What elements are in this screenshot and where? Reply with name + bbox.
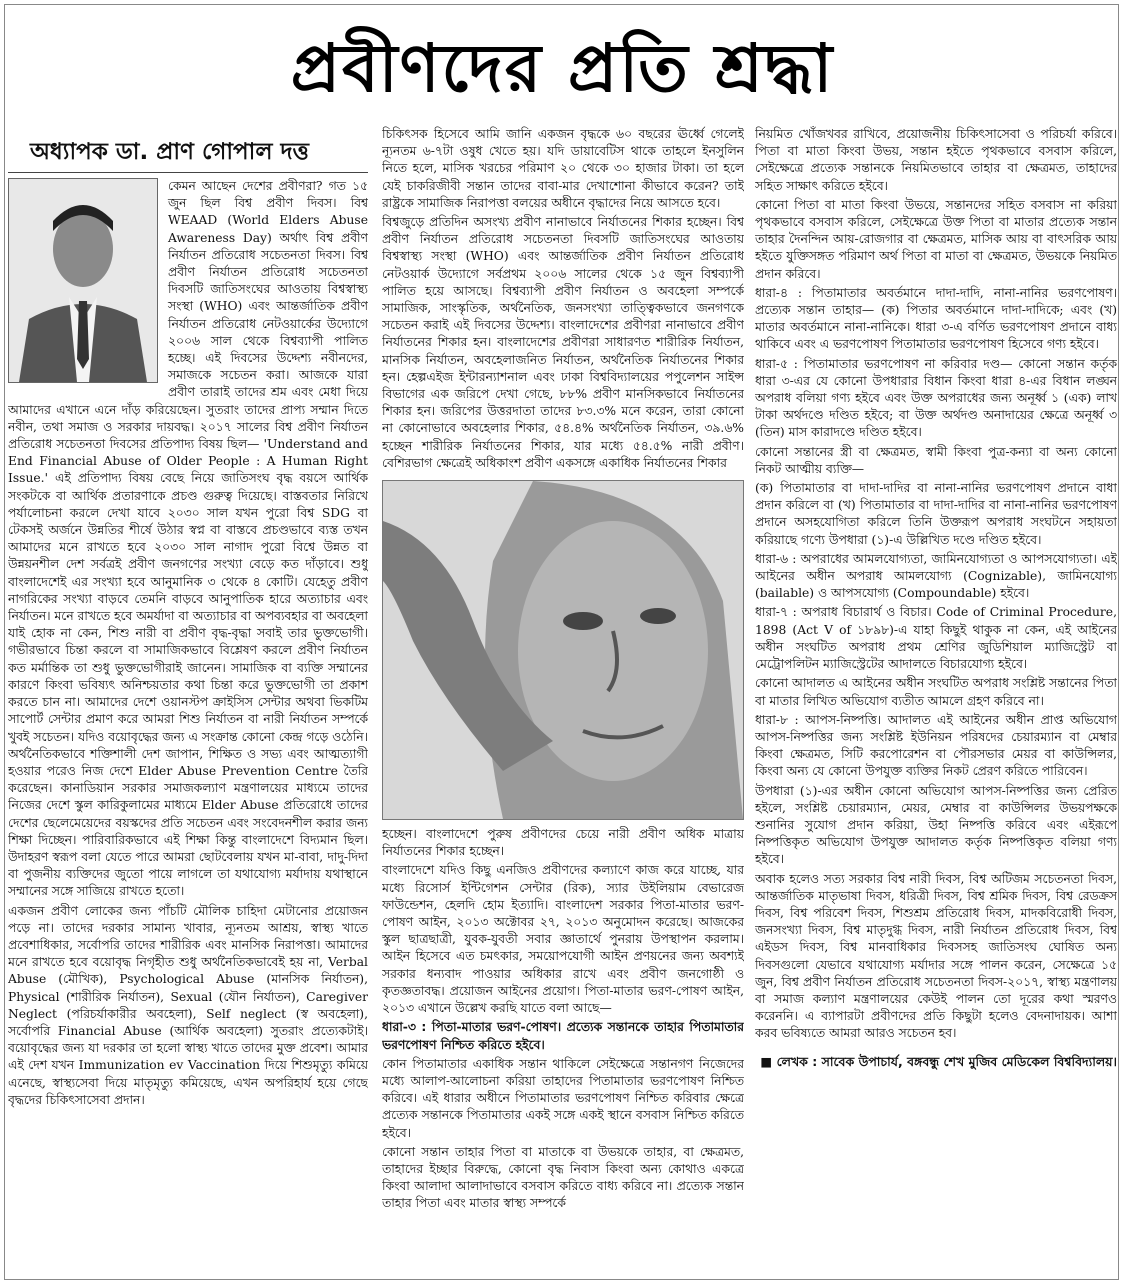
col3-paragraph: কোনো পিতা বা মাতা কিংবা উভয়ে, সন্তানদের সহিত বসবাস না করিয়া পৃথকভাবে বসবাস করিলে, সেইক্ষেত্রে উক্ত পিতা বা মাতার প্রত্যেক সন্তান তাহার দৈনন্দিন আয়-রোজগার বা ক্ষেত্রমত, মাসিক আয় বা বাৎসরিক আয় হইতে যুক্তিসঙ্গত পরিমাণ অর্থ পিতা বা মাতা বা ক্ষেত্রমত, উভয়কে নিয়মিত প্রদান করিবে। xyxy=(755,197,1117,281)
col2-paragraph: বিশ্বজুড়ে প্রতিদিন অসংখ্য প্রবীণ নানাভাবে নির্যাতনের শিকার হচ্ছেন। বিশ্ব প্রবীণ নির্যাতন প্রতিরোধ সচেতনতা দিবসটি জাতিসংঘের আওতায় বিশ্বস্বাস্থ্য সংস্থা (WHO) এবং আন্তর্জাতিক প্রবীণ নির্যাতন প্রতিরোধ নেটওয়ার্ক উদ্যোগে সর্বপ্রথম ২০০৬ সালের থেকে ১৫ জুন বিশ্বব্যাপী পালিত হয়ে আসছে। বিশ্বব্যাপী প্রবীণ নির্যাতন ও অবহেলা সম্পর্কে সামাজিক, সাংস্কৃতিক, অর্থনৈতিক, জনসংখ্যা তাত্ত্বিকভাবে জনগণকে সচেতন করাই এই দিবসের উদ্দেশ্য। বাংলাদেশের প্রবীণরা নানাভাবে প্রবীণ নির্যাতনের শিকার হন। বাংলাদেশের প্রবীণরা সাধারণত শারীরিক নির্যাতন, মানসিক নির্যাতন, অবহেলাজনিত নির্যাতন, অর্থনৈতিক নির্যাতনের শিকার হন। হেল্পএইজ ইন্টারন্যাশনাল এবং ঢাকা বিশ্ববিদ্যালয়ের পপুলেশন সাইন্স বিভাগের এক জরিপে দেখা গেছে, ৮৮% প্রবীণ মানসিকভাবে নির্যাতনের শিকার হন। জরিপের উত্তরদাতা তাদের ৮৩.৩% মনে করেন, তারা কোনো না কোনোভাবে অবহেলার শিকার, ৫৪.৪% অর্থনৈতিক নির্যাতন, ৩৯.৬% হচ্ছেন শারীরিক নির্যাতনের শিকার, যার মধ্যে ৫৪.৫% নারী প্রবীণ। বেশিরভাগ ক্ষেত্রেই অধিকাংশ প্রবীণ একসঙ্গে একাধিক নির্যাতনের শিকার xyxy=(382,215,744,470)
elderly-woman-photo xyxy=(382,480,744,820)
column-1 xyxy=(8,178,368,1278)
col2-paragraph: হচ্ছেন। বাংলাদেশে পুরুষ প্রবীণদের চেয়ে নারী প্রবীণ অধিক মাত্রায় নির্যাতনের শিকার হচ্ছেন। xyxy=(382,827,744,859)
col3-paragraph: (ক) পিতামাতার বা দাদা-দাদির বা নানা-নানির ভরণপোষণ প্রদানে বাধা প্রদান করিলে বা (খ) পিতামাতার বা দাদা-দাদির বা নানা-নানির ভরণপোষণ প্রদানে অসহযোগিতা করিলে তিনি উক্তরূপ অপরাধ সংঘটনে সহায়তা করিয়াছে গণ্যে উপধারা (১)-এ উল্লিখিত দণ্ডে দণ্ডিত হইবে। xyxy=(755,481,1117,547)
section-heading: ধারা-৩ : পিতা-মাতার ভরণ-পোষণ। প্রত্যেক সন্তানকে তাহার পিতামাতার ভরণপোষণ নিশ্চিত করিতে হইবে। xyxy=(382,1020,744,1052)
section-heading: ধারা-৮ : আপস-নিষ্পত্তি। আদালত এই আইনের অধীন প্রাপ্ত অভিযোগ আপস-নিষ্পত্তির জন্য সংশ্লিষ্ট ইউনিয়ন পরিষদের চেয়ারম্যান বা মেম্বার কিংবা ক্ষেত্রমত, সিটি করপোরেশন বা পৌরসভার মেয়র বা কাউন্সিলর, কিংবা অন্য যে কোনো উপযুক্ত ব্যক্তির নিকট প্রেরণ করিতে পারিবেন। xyxy=(755,712,1117,779)
section-heading: ধারা-৪ : পিতামাতার অবর্তমানে দাদা-দাদি, নানা-নানির ভরণপোষণ। প্রত্যেক সন্তান তাহার— (ক) পিতার অবর্তমানে দাদা-দাদিকে; এবং (খ) মাতার অবর্তমানে নানা-নানিকে। ধারা ৩-এ বর্ণিত ভরণপোষণ প্রদানে বাধ্য থাকিবে এবং এ ভরণপোষণ পিতামাতার ভরণপোষণ হিসেবে গণ্য হইবে। xyxy=(755,285,1117,352)
section-heading: ধারা-৭ : অপরাধ বিচারার্থ ও বিচার। Code of Criminal Procedure, 1898 (Act V of ১৮৯৮)-এ যাহা কিছুই থাকুক না কেন, এই আইনের অধীন সংঘটিত অপরাধ প্রথম শ্রেণির জুডিশিয়াল ম্যাজিস্ট্রেট বা মেট্রোপলিটন ম্যাজিস্ট্রেটের আদালতে বিচারযোগ্য হইবে। xyxy=(755,605,1117,672)
headline: প্রবীণদের প্রতি শ্রদ্ধা xyxy=(290,30,835,107)
author-photo xyxy=(8,178,158,383)
col2-paragraph: বাংলাদেশে যদিও কিছু এনজিও প্রবীণদের কল্যাণে কাজ করে যাচ্ছে, যার মধ্যে রিসোর্স ইন্টিগেশন সেন্টার (রিক), স্যার উইলিয়াম বেভারেজ ফাউন্ডেশন, হেলদি হোম ইত্যাদি। বাংলাদেশ সরকার পিতা-মাতার ভরণ-পোষণ আইন, ২০১৩ অক্টোবর ২৭, ২০১৩ অনুমোদন করেছে। আজকের স্কুল ছাত্রছাত্রী, যুবক-যুবতী সবার জ্ঞাতার্থে পুনরায় উপস্থাপন করলাম। আইন হিসেবে এত চমৎকার, সময়োপযোগী আইন প্রণয়নের জন্য অবশ্যই সরকার ধন্যবাদ পাওয়ার অধিকার রাখে এবং প্রবীণ জনগোষ্ঠী ও কৃতজ্ঞতাবদ্ধ। প্রয়োজন আইনের প্রয়োগ। পিতা-মাতার ভরণ-পোষণ আইন, ২০১৩ এখানে উল্লেখ করছি যাতে বলা আছে— xyxy=(382,863,744,1016)
col1-paragraph: একজন প্রবীণ লোকের জন্য পাঁচটি মৌলিক চাহিদা মেটানোর প্রয়োজন পড়ে না। তাদের দরকার সামান্য খাবার, ন্যূনতম আশ্রয়, স্বাস্থ্য খাতে প্রবেশাধিকার, সর্বোপরি তাদের শারীরিক এবং মানসিক নিরাপত্তা। আমাদের মনে রাখতে হবে বয়োবৃদ্ধ নিগৃহীত শুধু অর্থনৈতিকভাবেই হয় না, Verbal Abuse (মৌখিক), Psychological Abuse (মানসিক নির্যাতন), Physical (শারীরিক নির্যাতন), Sexual (যৌন নির্যাতন), Caregiver Neglect (পরিচর্যাকারীর অবহেলা), Self neglect (স্ব অবহেলা), সর্বোপরি Financial Abuse (আর্থিক অবহেলা) সুতরাং প্রত্যেকটাই। বয়োবৃদ্ধের জন্য যা দরকার তা হলো স্বাস্থ্য খাতে তাদের মুক্ত প্রবেশ। আমার এই দেশ যখন Immunization ev Vaccination দিয়ে শিশুমৃত্যু কমিয়ে এনেছে, স্বাস্থ্যসেবা দিয়ে মাতৃমৃত্যু কমিয়েছে, এখন অপরিহার্য হয়ে গেছে বৃদ্ধদের চিকিৎসাসেবা প্রদান। xyxy=(8,903,368,1107)
col2-paragraph: কোন পিতামাতার একাধিক সন্তান থাকিলে সেইক্ষেত্রে সন্তানগণ নিজেদের মধ্যে আলাপ-আলোচনা করিয়া তাহাদের পিতামাতার ভরণপোষণ নিশ্চিত করিবে। এই ধারার অধীনে পিতামাতার ভরণপোষণ নিশ্চিত করিবার ক্ষেত্রে প্রত্যেক সন্তানকে পিতামাতার একই সঙ্গে একই স্থানে বসবাস নিশ্চিত করিতে হইবে। xyxy=(382,1056,744,1140)
column-2 xyxy=(382,126,744,1276)
col1-paragraph: কেমন আছেন দেশের প্রবীণরা? গত ১৫ জুন ছিল বিশ্ব প্রবীণ দিবস। বিশ্ব WEAAD (World Elders Abuse Awareness Day) অর্থাৎ বিশ্ব প্রবীণ নির্যাতন প্রতিরোধ সচেতনতা দিবস। বিশ্ব প্রবীণ নির্যাতন প্রতিরোধ সচেতনতা দিবসটি জাতিসংঘের আওতায় বিশ্বস্বাস্থ্য সংস্থা (WHO) এবং আন্তর্জাতিক প্রবীণ নির্যাতন প্রতিরোধ নেটওয়ার্কের উদ্যোগে ২০০৬ সাল থেকে বিশ্বব্যাপী পালিত হচ্ছে। এই দিবসের উদ্দেশ্য নবীনদের, সমাজকে সচেতন করা। আজকে যারা প্রবীণ তারাই তাদের শ্রম এবং মেধা দিয়ে আমাদের এখানে এনে দাঁড় করিয়েছেন। সুতরাং তাদের প্রাপ্য সম্মান দিতে নবীন, তথা সমাজ ও সরকার দায়বদ্ধ। ২০১৭ সালের বিশ্ব প্রবীণ নির্যাতন প্রতিরোধ সচেতনতা দিবসের প্রতিপাদ্য বিষয় ছিল— 'Understand and End Financial Abuse of Older People : A Human Right Issue.' এই প্রতিপাদ্য বিষয় বেছে নিয়ে জাতিসংঘ বৃদ্ধ বয়সে আর্থিক সংকটকে বা আর্থিক প্রতারণাকে প্রচণ্ড গুরুত্ব দিয়েছে। বাস্তবতার নিরিখে পর্যালোচনা করলে দেখা যাবে ২০৩০ সাল যখন পুরো বিশ্ব SDG বা টেকসই অর্জনে উন্নতির শীর্ষে উঠার স্বপ্ন বা বাস্তবে প্রচণ্ডভাবে ব্যস্ত তখন আমাদের মনে রাখতে হবে ২০৩০ সাল নাগাদ পুরো বিশ্বে উন্নত বা উন্নয়নশীল দেশ সর্বত্রই প্রবীণ জনগণের সংখ্যা বেড়ে কত দাঁড়াবে। শুধু বাংলাদেশেই এর সংখ্যা হবে আনুমানিক ৩ থেকে ৪ কোটি। যেহেতু প্রবীণ নাগরিকের সংখ্যা বাড়বে তেমনি বাড়বে আনুপাতিক হারে অত্যাচার এবং নির্যাতন। মনে রাখতে হবে অমর্যাদা বা অত্যাচার বা অপব্যবহার বা অবহেলা যাই হোক না কেন, শিশু নারী বা প্রবীণ বৃদ্ধ-বৃদ্ধা সবাই তার ভুক্তভোগী। গভীরভাবে চিন্তা করলে বা সামাজিকভাবে বিশ্লেষণ করলে প্রবীণ নির্যাতন কত মর্মান্তিক তা শুধু ভুক্তভোগীরাই জানেন। সামাজিক বা ব্যক্তি সম্মানের কারণে কিংবা ভবিষ্যৎ অনিশ্চয়তার কথা চিন্তা করে ভুক্তভোগী তা প্রকাশ করতে চান না। আমাদের দেশে ওয়ানস্টপ ক্রাইসিস সেন্টার অথবা ভিকটিম সাপোর্ট সেন্টার প্রমাণ করে আমরা শিশু নির্যাতন বা নারী নির্যাতন সম্পর্কে খুবই সচেতন। যদিও বয়োবৃদ্ধের জন্য এ সংক্রান্ত কোনো কেন্দ্র গড়ে ওঠেনি। অর্থনৈতিকভাবে শক্তিশালী দেশ জাপান, শিক্ষিত ও সভ্য এবং আত্মত্যাগী হওয়ার পরেও নিজ দেশে Elder Abuse Prevention Centre তৈরি করেছেন। কানাডিয়ান সরকার সমাজকল্যাণ মন্ত্রণালয়ের মাধ্যমে তাদের নিজের দেশে স্কুল কারিকুলামের মাধ্যমে Elder Abuse প্রতিরোধে তাদের দেশের ছেলেমেয়েদের বয়স্কদের প্রতি সচেতন এবং সংবেদনশীল করার জন্য শিক্ষা দিচ্ছেন। পারিবারিকভাবে এই শিক্ষা কিন্তু বাংলাদেশে বিদ্যমান ছিল। উদাহরণ স্বরূপ বলা যেতে পারে আমরা ছোটবেলায় যখন মা-বাবা, দাদু-দিদা বা পুজনীয় ব্যক্তিদের জুতো পায়ে লাগলে তা যথাযোগ্য মর্যাদায় যথাস্থানে সম্মানের সঙ্গে সাজিয়ে রাখতে হতো। xyxy=(8,179,368,899)
byline-rule xyxy=(8,172,368,173)
section-heading: ধারা-৫ : পিতামাতার ভরণপোষণ না করিবার দণ্ড— কোনো সন্তান কর্তৃক ধারা ৩-এর যে কোনো উপধারার বিধান কিংবা ধারা ৪-এর বিধান লঙ্ঘন অপরাধ বলিয়া গণ্য হইবে এবং উক্ত অপরাধের জন্য অনূর্ধ্ব ১ (এক) লাখ টাকা অর্থদণ্ডে দণ্ডিত হইবে; বা উক্ত অর্থদণ্ড অনাদায়ের ক্ষেত্রে অনূর্ধ্ব ৩ (তিন) মাস কারাদণ্ডে দণ্ডিত হইবে। xyxy=(755,356,1117,440)
col2-paragraph: চিকিৎসক হিসেবে আমি জানি একজন বৃদ্ধকে ৬০ বছরের ঊর্ধ্বে গেলেই ন্যূনতম ৬-৭টা ওষুধ খেতে হয়। যদি ডায়াবেটিস থাকে তাহলে ইনসুলিন নিতে হলে, মাসিক খরচের পরিমাণ ২০ থেকে ৩০ হাজার টাকা। তা হলে যেই চাকরিজীবী সন্তান তাদের বাবা-মার দেখাশোনা কীভাবে করেন? তাই রাষ্ট্রকে সামাজিক নিরাপত্তা বলয়ের অধীনে বৃদ্ধাদের নিয়ে আসতে হবে। xyxy=(382,127,744,210)
byline: অধ্যাপক ডা. প্রাণ গোপাল দত্ত xyxy=(30,139,309,165)
column-3 xyxy=(755,126,1117,1276)
col3-paragraph: কোনো সন্তানের স্ত্রী বা ক্ষেত্রমত, স্বামী কিংবা পুত্র-কন্যা বা অন্য কোনো নিকট আত্মীয় ব্যক্তি— xyxy=(755,444,1117,476)
col3-paragraph: উপধারা (১)-এর অধীন কোনো অভিযোগ আপস-নিষ্পত্তির জন্য প্রেরিত হইলে, সংশ্লিষ্ট চেয়ারম্যান, মেয়র, মেম্বার বা কাউন্সিলর উভয়পক্ষকে শুনানির সুযোগ প্রদান করিয়া, উহা নিষ্পত্তি করিবে এবং এইরূপে নিষ্পত্তিকৃত অভিযোগ উপযুক্ত আদালত কর্তৃক নিষ্পত্তিকৃত বলিয়া গণ্য হইবে। xyxy=(755,783,1117,867)
col2-paragraph: কোনো সন্তান তাহার পিতা বা মাতাকে বা উভয়কে তাহার, বা ক্ষেত্রমত, তাহাদের ইচ্ছার বিরুদ্ধে, কোনো বৃদ্ধ নিবাস কিংবা অন্য কোথাও একত্রে কিংবা আলাদা আলাদাভাবে বসবাস করিতে বাধ্য করিবে না। প্রত্যেক সন্তান তাহার পিতা এবং মাতার স্বাস্থ্য সম্পর্কে xyxy=(382,1144,744,1211)
author-note: ■ লেখক : সাবেক উপাচার্য, বঙ্গবন্ধু শেখ মুজিব মেডিকেল বিশ্ববিদ্যালয়। xyxy=(760,1053,1117,1069)
col3-paragraph: অবাক হলেও সত্য সরকার বিশ্ব নারী দিবস, বিশ্ব অটিজম সচেতনতা দিবস, আন্তর্জাতিক মাতৃভাষা দিবস, ধরিত্রী দিবস, বিশ্ব শ্রমিক দিবস, বিশ্ব রেডক্রস দিবস, বিশ্ব পরিবেশ দিবস, শিশুশ্রম প্রতিরোধ দিবস, মাদকবিরোধী দিবস, জনসংখ্যা দিবস, বিশ্ব মাতৃদুগ্ধ দিবস, নারী নির্যাতন প্রতিরোধ দিবস, বিশ্ব এইডস দিবস, বিশ্ব মানবাধিকার দিবসসহ জাতিসংঘ ঘোষিত অন্য দিবসগুলো যেভাবে যথাযোগ্য মর্যাদার সঙ্গে পালন করেন, সেক্ষেত্রে ১৫ জুন, বিশ্ব প্রবীণ নির্যাতন প্রতিরোধ সচেতনতা দিবস-২০১৭, স্বাস্থ্য মন্ত্রণালয় বা সমাজ কল্যাণ মন্ত্রণালয়ের কেউই পালন তো দূরের কথা স্মরণও করেননি। এ ব্যাপারটা প্রবীণদের প্রতি কিছুটা হলেও বেদনাদায়ক। আশা করব ভবিষ্যতে আমরা আরও সচেতন হব। xyxy=(755,871,1117,1041)
col3-paragraph: নিয়মিত খোঁজখবর রাখিবে, প্রয়োজনীয় চিকিৎসাসেবা ও পরিচর্যা করিবে। পিতা বা মাতা কিংবা উভয়, সন্তান হইতে পৃথকভাবে বসবাস করিলে, সেইক্ষেত্রে প্রত্যেক সন্তানকে নিয়মিতভাবে তাহার বা ক্ষেত্রমত, তাহাদের সহিত সাক্ষাৎ করিতে হইবে। xyxy=(755,127,1117,193)
section-heading: ধারা-৬ : অপরাধের আমলযোগ্যতা, জামিনযোগ্যতা ও আপসযোগ্যতা। এই আইনের অধীন অপরাধ আমলযোগ্য (Cognizable), জামিনযোগ্য (bailable) ও আপসযোগ্য (Compoundable) হইবে। xyxy=(755,551,1117,601)
col3-paragraph: কোনো আদালত এ আইনের অধীন সংঘটিত অপরাধ সংশ্লিষ্ট সন্তানের পিতা বা মাতার লিখিত অভিযোগ ব্যতীত আমলে গ্রহণ করিবে না। xyxy=(755,676,1117,708)
